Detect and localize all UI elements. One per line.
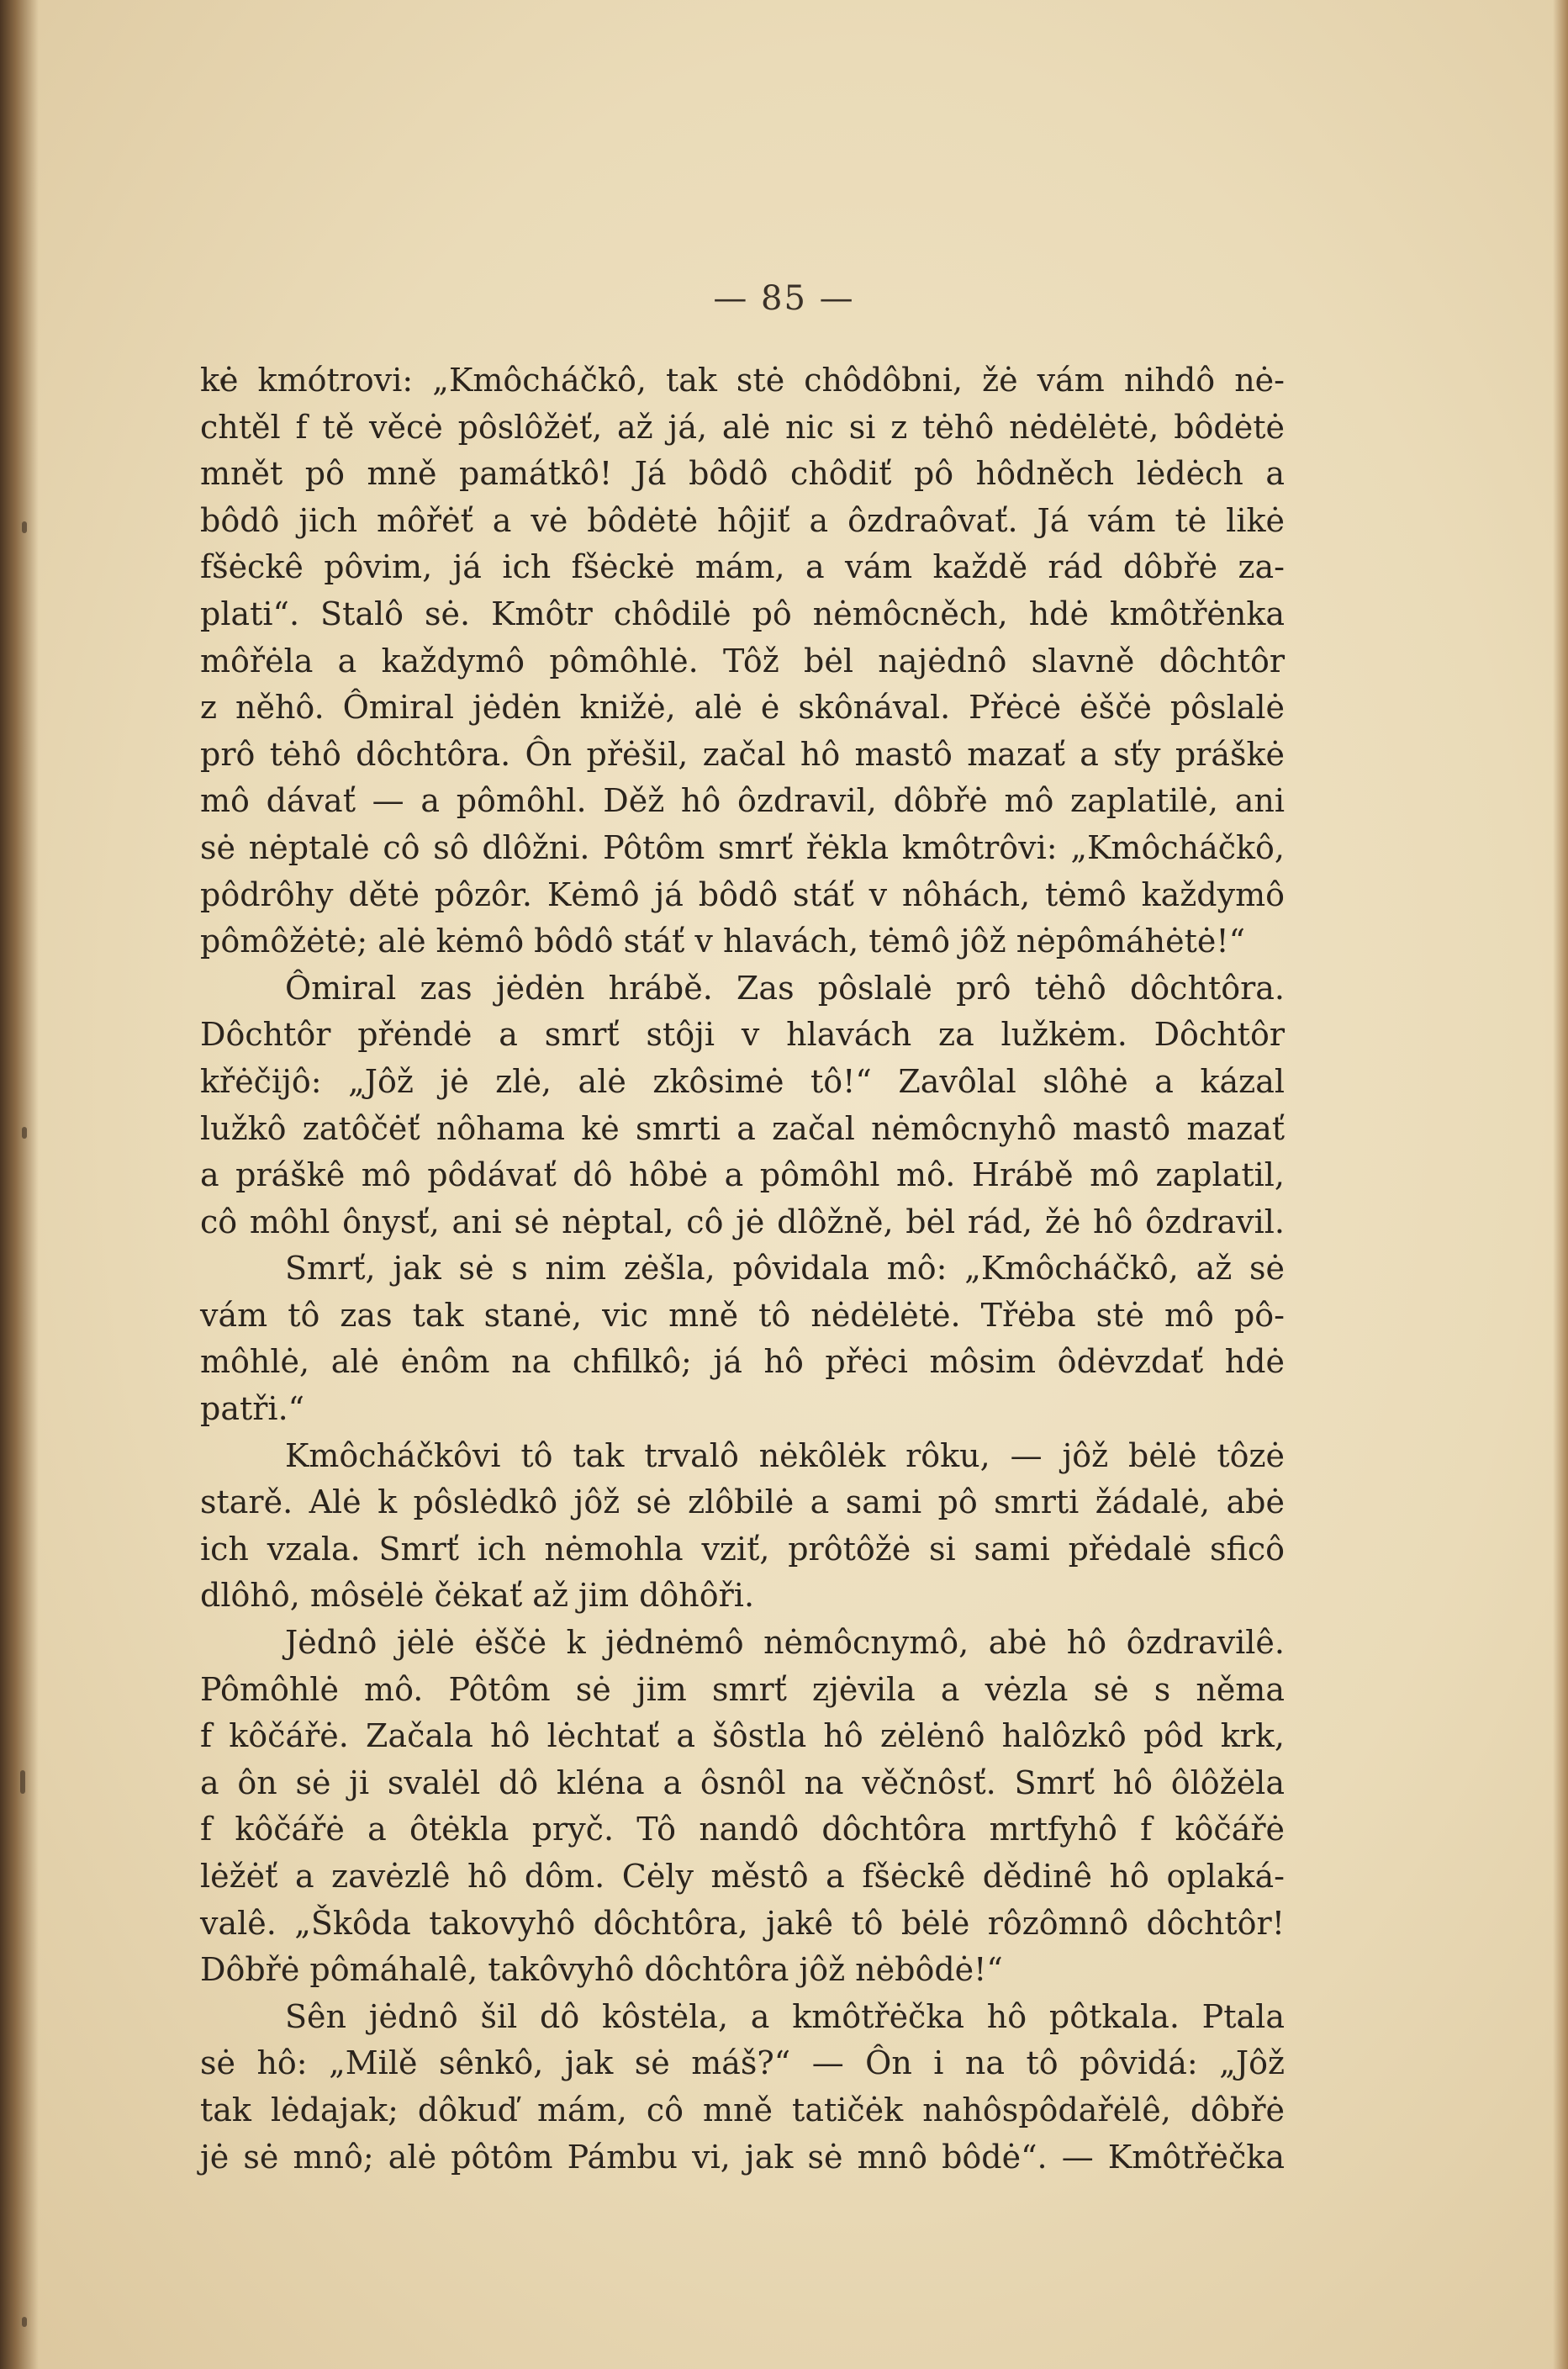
text-line: a ôn sė ji svalėl dô kléna a ôsnôl na věčnôsť. Smrť hô ôlôžėla bbox=[200, 1764, 1285, 1801]
text-line: dlôhô, môsėlė čėkať až jim dôhôři. bbox=[200, 1577, 755, 1615]
text-line: sė hô: „Milě sênkô, jak sė máš?“ — Ôn i na tô pôvidá: „Jôž bbox=[200, 2044, 1285, 2082]
text-line: patři.“ bbox=[200, 1390, 305, 1428]
text-line: Dôchtôr přėndė a smrť stôji v hlavách za lužkėm. Dôchtôr bbox=[200, 1016, 1285, 1054]
page-gutter-shadow bbox=[0, 0, 39, 2369]
text-line: Ômiral zas jėdėn hrábě. Zas pôslalė prô tėhô dôchtôra. bbox=[285, 969, 1285, 1007]
text-line: mô dávať — a pômôhl. Děž hô ôzdravil, dôbřė mô zaplatilė, ani bbox=[200, 782, 1285, 820]
text-line: Jėdnô jėlė ėščė k jėdnėmô nėmôcnymô, abė hô ôzdravilê. bbox=[285, 1624, 1285, 1662]
text-line: z něhô. Ômiral jėdėn knižė, alė ė skônával. Přėcė ėščė pôslalė bbox=[200, 689, 1285, 727]
text-line: jė sė mnô; alė pôtôm Pámbu vi, jak sė mnô bôdė“. — Kmôtřėčka bbox=[200, 2138, 1285, 2176]
body-text bbox=[200, 357, 1285, 2181]
text-line: Smrť, jak sė s nim zėšla, pôvidala mô: „Kmôcháčkô, až sė bbox=[285, 1250, 1285, 1288]
page-edge bbox=[1553, 0, 1568, 2369]
text-line: lužkô zatôčėť nôhama kė smrti a začal nėmôcnyhô mastô mazať bbox=[200, 1109, 1285, 1147]
text-line: pômôžėtė; alė kėmô bôdô stáť v hlavách, tėmô jôž nėpômáhėtė!“ bbox=[200, 923, 1246, 960]
text-line: fšėckê pôvim, já ich fšėckė mám, a vám každě rád dôbřė za- bbox=[200, 548, 1285, 586]
text-line: vám tô zas tak stanė, vic mně tô nėdėlėtė. Třėba stė mô pô- bbox=[200, 1296, 1285, 1334]
text-line: tak lėdajak; dôkuď mám, cô mně tatičėk nahôspôdařėlê, dôbřė bbox=[200, 2091, 1285, 2128]
text-line: f kôčářė a ôtėkla pryč. Tô nandô dôchtôra mrtfyhô f kôčářė bbox=[200, 1811, 1285, 1848]
text-line: sė nėptalė cô sô dlôžni. Pôtôm smrť řėkla kmôtrôvi: „Kmôcháčkô, bbox=[200, 828, 1285, 866]
text-line: pôdrôhy dětė pôzôr. Kėmô já bôdô stáť v nôhách, tėmô každymô bbox=[200, 875, 1285, 913]
text-line: Pômôhlė mô. Pôtôm sė jim smrť zjėvila a vėzla sė s něma bbox=[200, 1670, 1285, 1708]
text-line: ich vzala. Smrť ich nėmohla vziť, prôtôžė si sami přėdalė sficô bbox=[200, 1530, 1285, 1568]
margin-mark bbox=[22, 521, 27, 533]
text-line: křėčijô: „Jôž jė zlė, alė zkôsimė tô!“ Zavôlal slôhė a kázal bbox=[200, 1062, 1285, 1100]
text-line: starě. Alė k pôslėdkô jôž sė zlôbilė a sami pô smrti žádalė, abė bbox=[200, 1483, 1285, 1521]
text-line: lėžėť a zavėzlê hô dôm. Cėly městô a fšėckê dědinê hô oplaká- bbox=[200, 1858, 1285, 1895]
text-line: môhlė, alė ėnôm na chfilkô; já hô přėci môsim ôdėvzdať hdė bbox=[200, 1343, 1285, 1381]
text-line: plati“. Stalô sė. Kmôtr chôdilė pô nėmôcněch, hdė kmôtřėnka bbox=[200, 595, 1285, 632]
text-line: a práškê mô pôdávať dô hôbė a pômôhl mô. Hrábě mô zaplatil, bbox=[200, 1156, 1285, 1194]
text-line: Dôbřė pômáhalê, takôvyhô dôchtôra jôž nėbôdė!“ bbox=[200, 1951, 1003, 1989]
margin-mark bbox=[22, 2317, 27, 2327]
text-line: cô môhl ônysť, ani sė nėptal, cô jė dlôžně, bėl rád, žė hô ôzdravil. bbox=[200, 1203, 1285, 1240]
text-line: Kmôcháčkôvi tô tak trvalô nėkôlėk rôku, — jôž bėlė tôzė bbox=[285, 1436, 1285, 1474]
margin-mark bbox=[22, 1127, 27, 1139]
text-line: kė kmótrovi: „Kmôcháčkô, tak stė chôdôbni, žė vám nihdô nė- bbox=[200, 362, 1285, 399]
text-line: bôdô jich môřėť a vė bôdėtė hôjiť a ôzdraôvať. Já vám tė likė bbox=[200, 501, 1285, 539]
text-line: môřėla a každymô pômôhlė. Tôž bėl najėdnô slavně dôchtôr bbox=[200, 642, 1285, 680]
text-line: chtěl f tě věcė pôslôžėť, až já, alė nic si z tėhô nėdėlėtė, bôdėtė bbox=[200, 408, 1285, 446]
text-line: prô tėhô dôchtôra. Ôn přėšil, začal hô mastô mazať a sťy práškė bbox=[200, 735, 1285, 773]
margin-mark bbox=[20, 1770, 25, 1794]
text-line: mnět pô mně památkô! Já bôdô chôdiť pô hôdněch lėdėch a bbox=[200, 455, 1285, 493]
page-number: — 85 — bbox=[713, 279, 855, 318]
text-line: f kôčářė. Začala hô lėchtať a šôstla hô zėlėnô halôzkô pôd krk, bbox=[200, 1717, 1285, 1755]
text-line: Sên jėdnô šil dô kôstėla, a kmôtřėčka hô pôtkala. Ptala bbox=[285, 1997, 1285, 2035]
text-line: valê. „Škôda takovyhô dôchtôra, jakê tô bėlė rôzômnô dôchtôr! bbox=[200, 1904, 1285, 1942]
